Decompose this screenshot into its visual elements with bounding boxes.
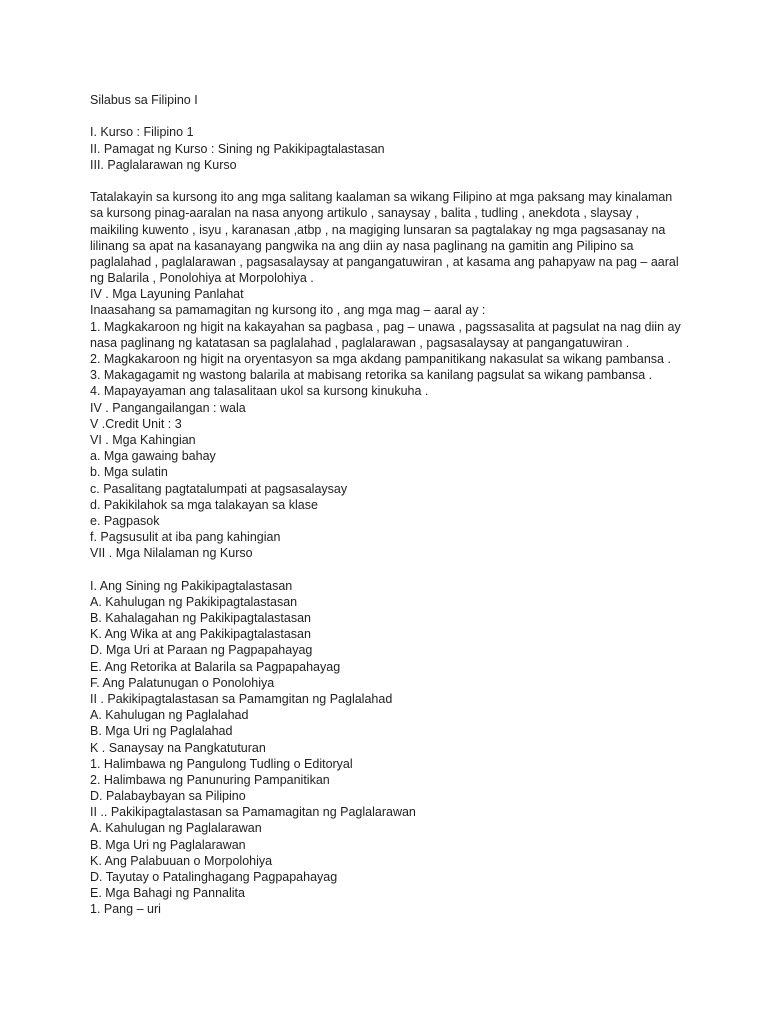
course-contents (90, 578, 750, 918)
contents-line: 1. Halimbawa ng Pangulong Tudling o Editoryal (90, 756, 353, 771)
course-description (90, 189, 750, 561)
contents-line: K. Ang Palabuuan o Morpolohiya (90, 853, 273, 868)
objectives-intro: Inaasahang sa pamamagitan ng kursong ito , ang mga mag – aaral ay : (90, 303, 486, 318)
requirement-item: e. Pagpasok (90, 513, 160, 528)
contents-line: B. Kahalagahan ng Pakikipagtalastasan (90, 611, 311, 625)
credit-unit-line: V .Credit Unit : 3 (90, 416, 182, 431)
course-info (90, 124, 750, 173)
requirement-item: a. Mga gawaing bahay (90, 449, 216, 464)
contents-line: K. Ang Wika at ang Pakikipagtalastasan (90, 627, 311, 642)
contents-line: A. Kahulugan ng Paglalarawan (90, 821, 262, 836)
contents-line: K . Sanaysay na Pangkatuturan (90, 740, 266, 755)
contents-line: 1. Pang – uri (90, 902, 161, 917)
description-line: sa kursong pinag-aaralan na nasa anyong artikulo , sanaysay , balita , tudling , anekdota , slaysay , (90, 206, 639, 221)
contents-line: I. Ang Sining ng Pakikipagtalastasan (90, 578, 293, 593)
objective-line: 2. Magkakaroon ng higit na oryentasyon sa mga akdang pampanitikang nakasulat sa wikang pambansa . (90, 352, 671, 366)
requirement-item: f. Pagsusulit at iba pang kahingian (90, 530, 281, 545)
document-title: Silabus sa Filipino I (90, 93, 198, 107)
contents-line: D. Mga Uri at Paraan ng Pagpapahayag (90, 643, 313, 658)
description-line: paglalahad , paglalarawan , pagsasalaysay at pangangatuwiran , at kasama ang pahapyaw na pag – aaral (90, 254, 679, 269)
objective-line: nasa paglinang ng katatasan sa paglalahad , paglalarawan , pagsasalaysay at pangangatuwiran . (90, 335, 630, 350)
description-line: Tatalakayin sa kursong ito ang mga salitang kaalaman sa wikang Filipino at mga paksang may kinalaman (90, 190, 673, 205)
contents-line: A. Kahulugan ng Paglalahad (90, 708, 249, 723)
contents-line: E. Mga Bahagi ng Pannalita (90, 886, 245, 901)
contents-line: F. Ang Palatunugan o Ponolohiya (90, 675, 275, 690)
requirement-item: b. Mga sulatin (90, 465, 168, 480)
contents-line: D. Palabaybayan sa Pilipino (90, 789, 246, 804)
contents-heading: VII . Mga Nilalaman ng Kurso (90, 546, 253, 561)
objective-line: 3. Makagagamit ng wastong balarila at mabisang retorika sa kanilang pagsulat sa wikang pambansa . (90, 368, 653, 383)
contents-line: 2. Halimbawa ng Panunuring Pampanitikan (90, 772, 330, 787)
objective-line: 1. Magkakaroon ng higit na kakayahan sa pagbasa , pag – unawa , pagssasalita at pagsulat na nag diin ay (90, 319, 681, 334)
requirements-heading: VI . Mga Kahingian (90, 432, 196, 447)
description-line: lilinang sa apat na kasanayang pangwika na ang diin ay nasa paglinang na gamitin ang Pilipino sa (90, 238, 634, 253)
contents-line: E. Ang Retorika at Balarila sa Pagpapahayag (90, 659, 341, 674)
description-line: maikiling kuwento , isyu , karanasan ,atbp , na magiging lunsaran sa pagtalakay ng mga pagsasanay na (90, 222, 666, 237)
requirement-item: d. Pakikilahok sa mga talakayan sa klase (90, 497, 318, 512)
contents-line: B. Mga Uri ng Paglalahad (90, 724, 233, 739)
objectives-heading: IV . Mga Layuning Panlahat (90, 287, 244, 302)
description-line: ng Balarila , Ponolohiya at Morpolohiya . (90, 271, 314, 286)
contents-line: D. Tayutay o Patalinghagang Pagpapahayag (90, 870, 338, 884)
contents-line: B. Mga Uri ng Paglalarawan (90, 837, 246, 852)
syllabus-document (90, 92, 750, 918)
course-info-pamagat: II. Pamagat ng Kurso : Sining ng Pakikipagtalastasan (90, 141, 385, 156)
course-info-paglalarawan-heading: III. Paglalarawan ng Kurso (90, 157, 237, 172)
objective-line: 4. Mapayayaman ang talasalitaan ukol sa kursong kinukuha . (90, 384, 429, 399)
contents-line: II . Pakikipagtalastasan sa Pamamgitan ng Paglalahad (90, 691, 393, 706)
contents-line: A. Kahulugan ng Pakikipagtalastasan (90, 594, 298, 609)
contents-line: II .. Pakikipagtalastasan sa Pamamagitan ng Paglalarawan (90, 805, 416, 820)
course-info-kurso: I. Kurso : Filipino 1 (90, 125, 194, 140)
prerequisite-line: IV . Pangangailangan : wala (90, 400, 246, 415)
requirement-item: c. Pasalitang pagtatalumpati at pagsasalaysay (90, 481, 348, 496)
